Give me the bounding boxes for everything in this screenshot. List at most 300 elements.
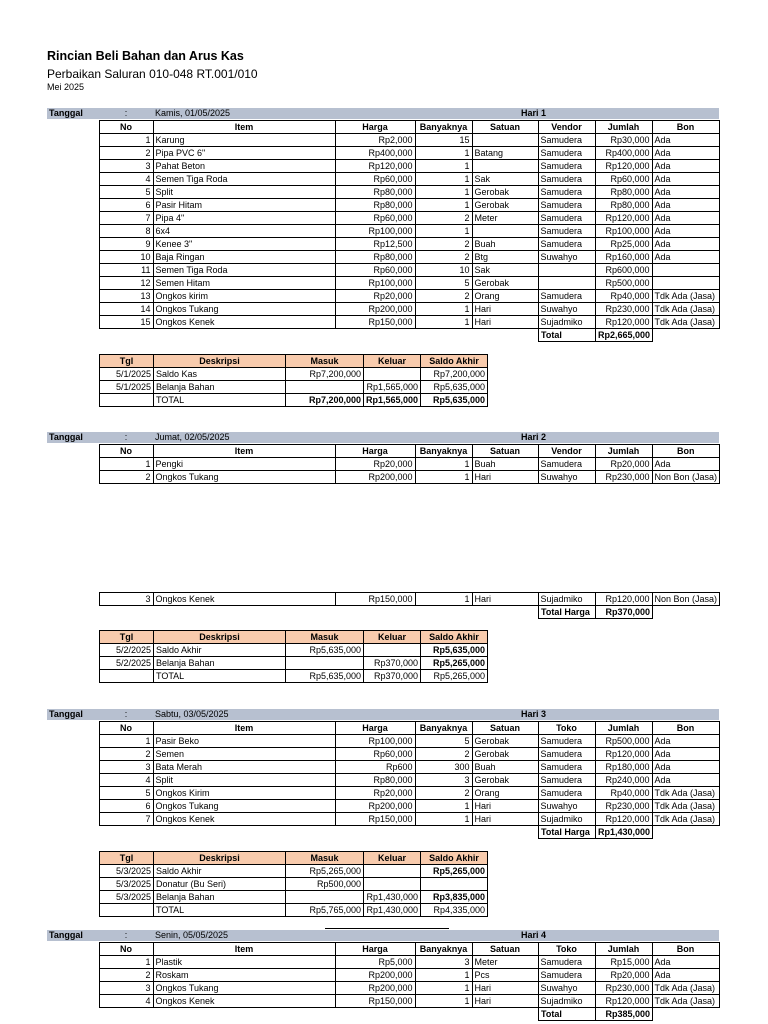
row-no: 7 — [99, 813, 153, 826]
cash-out — [364, 368, 421, 381]
cash-row — [100, 368, 488, 381]
item-amount: Rp240,000 — [595, 774, 652, 787]
item-unit: Btg — [472, 251, 538, 264]
cash-desc: Saldo Kas — [154, 368, 286, 381]
total-value: Rp385,000 — [596, 1008, 653, 1021]
row-no: 3 — [99, 761, 153, 774]
cash-out — [364, 878, 421, 891]
document-subtitle: Perbaikan Saluran 010-048 RT.001/010 — [47, 67, 258, 81]
item-qty: 1 — [415, 147, 472, 160]
item-row — [47, 593, 720, 606]
item-vendor — [538, 264, 595, 277]
item-price: Rp200,000 — [335, 982, 415, 995]
day-date: Sabtu, 03/05/2025 — [153, 709, 415, 720]
item-amount: Rp180,000 — [595, 761, 652, 774]
spacer-cell — [47, 445, 99, 458]
spacer-cell — [47, 277, 99, 290]
cash-column-header: Keluar — [364, 631, 421, 644]
item-qty: 1 — [415, 199, 472, 212]
column-header: Vendor — [538, 445, 595, 458]
day-date: Kamis, 01/05/2025 — [153, 108, 415, 119]
column-header: Banyaknya — [415, 445, 472, 458]
item-qty: 2 — [415, 238, 472, 251]
item-name: Semen Tiga Roda — [153, 264, 335, 277]
item-qty: 3 — [415, 956, 472, 969]
item-receipt: Ada — [652, 761, 719, 774]
spacer-cell — [47, 225, 99, 238]
item-price: Rp60,000 — [335, 264, 415, 277]
item-amount: Rp60,000 — [595, 173, 652, 186]
cash-in — [286, 891, 364, 904]
spacer-cell — [47, 264, 99, 277]
item-qty: 300 — [415, 761, 472, 774]
item-vendor: Samudera — [538, 238, 595, 251]
item-name: Semen Hitam — [153, 277, 335, 290]
item-price: Rp150,000 — [335, 316, 415, 329]
item-amount: Rp500,000 — [595, 735, 652, 748]
item-qty: 5 — [415, 735, 472, 748]
column-header: Banyaknya — [415, 121, 472, 134]
column-header: No — [99, 445, 153, 458]
item-unit: Batang — [472, 147, 538, 160]
item-amount: Rp160,000 — [595, 251, 652, 264]
item-qty: 1 — [415, 969, 472, 982]
item-unit: Buah — [472, 238, 538, 251]
item-name: Semen Tiga Roda — [153, 173, 335, 186]
cash-column-header: Masuk — [286, 852, 364, 865]
spacer-cell — [47, 471, 99, 484]
spacer-cell — [47, 982, 99, 995]
cash-column-header: Masuk — [286, 631, 364, 644]
item-unit: Hari — [472, 593, 538, 606]
item-receipt: Tdk Ada (Jasa) — [652, 290, 719, 303]
cash-in: Rp5,265,000 — [286, 865, 364, 878]
item-qty: 1 — [415, 160, 472, 173]
blank — [595, 108, 652, 119]
cash-out: Rp1,430,000 — [364, 904, 421, 917]
item-price: Rp60,000 — [335, 212, 415, 225]
item-name: Ongkos Tukang — [153, 471, 335, 484]
item-name: Kenee 3" — [153, 238, 335, 251]
item-vendor: Suwahyo — [538, 251, 595, 264]
item-receipt: Tdk Ada (Jasa) — [652, 303, 719, 316]
item-header-row — [47, 121, 719, 134]
item-name: Pengki — [153, 458, 335, 471]
spacer-cell — [47, 290, 99, 303]
item-unit: Gerobak — [472, 735, 538, 748]
blank — [415, 709, 472, 720]
cash-in — [286, 381, 364, 394]
spacer-cell — [47, 134, 99, 147]
cash-out: Rp370,000 — [364, 657, 421, 670]
item-price: Rp80,000 — [335, 251, 415, 264]
cash-balance: Rp5,265,000 — [421, 657, 488, 670]
item-row — [47, 995, 719, 1008]
cash-in: Rp7,200,000 — [286, 394, 364, 407]
blank — [652, 709, 719, 720]
colon: : — [99, 930, 153, 941]
item-receipt: Tdk Ada (Jasa) — [652, 813, 719, 826]
row-no: 2 — [99, 147, 153, 160]
item-row — [47, 458, 720, 471]
row-no: 13 — [99, 290, 153, 303]
row-no: 1 — [99, 956, 153, 969]
cash-column-header: Keluar — [364, 852, 421, 865]
item-unit: Hari — [472, 303, 538, 316]
item-qty: 1 — [415, 800, 472, 813]
date-label: Tanggal — [47, 432, 99, 443]
item-vendor: Samudera — [538, 199, 595, 212]
item-amount: Rp25,000 — [595, 238, 652, 251]
cash-header-row — [100, 852, 488, 865]
item-vendor: Samudera — [538, 225, 595, 238]
divider-line — [325, 928, 449, 929]
column-header: Item — [153, 943, 335, 956]
row-no: 2 — [99, 969, 153, 982]
item-row — [47, 277, 719, 290]
item-receipt: Ada — [652, 199, 719, 212]
day-number: Hari 3 — [472, 709, 595, 720]
document-period: Mei 2025 — [47, 82, 85, 92]
item-amount: Rp80,000 — [595, 186, 652, 199]
spacer-cell — [47, 995, 99, 1008]
column-header: Bon — [652, 722, 719, 735]
spacer-cell — [47, 593, 99, 606]
cash-out — [364, 865, 421, 878]
item-vendor — [538, 277, 595, 290]
item-row — [47, 787, 719, 800]
cash-date: 5/2/2025 — [100, 657, 154, 670]
cash-row — [100, 891, 488, 904]
blank — [652, 432, 719, 443]
date-label: Tanggal — [47, 108, 99, 119]
item-unit — [472, 134, 538, 147]
spacer-cell — [47, 748, 99, 761]
item-price: Rp12,500 — [335, 238, 415, 251]
cash-column-header: Saldo Akhir — [421, 355, 488, 368]
item-receipt — [652, 277, 719, 290]
item-unit: Gerobak — [472, 774, 538, 787]
item-vendor: Samudera — [538, 956, 595, 969]
cash-balance — [421, 878, 488, 891]
spacer-cell — [47, 813, 99, 826]
cash-out: Rp1,565,000 — [364, 394, 421, 407]
day-number: Hari 4 — [472, 930, 595, 941]
cash-out: Rp370,000 — [364, 670, 421, 683]
cash-balance: Rp5,265,000 — [421, 865, 488, 878]
item-amount: Rp40,000 — [595, 787, 652, 800]
item-qty: 2 — [415, 212, 472, 225]
colon: : — [99, 108, 153, 119]
item-amount: Rp230,000 — [595, 471, 652, 484]
item-qty: 2 — [415, 748, 472, 761]
column-header: Satuan — [472, 121, 538, 134]
item-vendor: Samudera — [538, 761, 595, 774]
item-unit: Gerobak — [472, 277, 538, 290]
item-unit: Orang — [472, 290, 538, 303]
item-receipt: Tdk Ada (Jasa) — [652, 995, 719, 1008]
item-amount: Rp120,000 — [595, 813, 652, 826]
item-row — [47, 813, 719, 826]
cash-out — [364, 644, 421, 657]
cash-column-header: Tgl — [100, 355, 154, 368]
date-label: Tanggal — [47, 709, 99, 720]
item-row — [47, 735, 719, 748]
item-qty: 2 — [415, 787, 472, 800]
item-vendor: Samudera — [538, 735, 595, 748]
item-name: Pasir Hitam — [153, 199, 335, 212]
row-no: 11 — [99, 264, 153, 277]
item-price: Rp150,000 — [335, 813, 415, 826]
spacer-cell — [47, 458, 99, 471]
cash-column-header: Masuk — [286, 355, 364, 368]
item-unit — [472, 225, 538, 238]
total-row — [538, 825, 653, 839]
item-vendor: Samudera — [538, 147, 595, 160]
item-vendor: Samudera — [538, 458, 595, 471]
item-price: Rp60,000 — [335, 748, 415, 761]
cash-date — [100, 904, 154, 917]
item-price: Rp5,000 — [335, 956, 415, 969]
row-no: 2 — [99, 471, 153, 484]
cash-column-header: Tgl — [100, 852, 154, 865]
item-price: Rp80,000 — [335, 199, 415, 212]
item-amount: Rp80,000 — [595, 199, 652, 212]
column-header: Vendor — [538, 121, 595, 134]
item-receipt: Ada — [652, 774, 719, 787]
total-row — [538, 328, 653, 342]
column-header: Jumlah — [595, 722, 652, 735]
row-no: 4 — [99, 995, 153, 1008]
item-name: Bata Merah — [153, 761, 335, 774]
item-price: Rp200,000 — [335, 471, 415, 484]
item-price: Rp200,000 — [335, 303, 415, 316]
item-unit: Gerobak — [472, 199, 538, 212]
item-row — [47, 173, 719, 186]
item-receipt: Tdk Ada (Jasa) — [652, 982, 719, 995]
item-price: Rp100,000 — [335, 225, 415, 238]
column-header: Toko — [538, 943, 595, 956]
item-vendor: Sujadmiko — [538, 995, 595, 1008]
item-unit: Hari — [472, 800, 538, 813]
item-amount: Rp230,000 — [595, 303, 652, 316]
row-no: 6 — [99, 199, 153, 212]
cash-header-row — [100, 355, 488, 368]
cash-column-header: Deskripsi — [154, 852, 286, 865]
item-amount: Rp120,000 — [595, 995, 652, 1008]
cash-desc: Donatur (Bu Seri) — [154, 878, 286, 891]
item-vendor: Samudera — [538, 212, 595, 225]
colon: : — [99, 432, 153, 443]
item-table — [47, 120, 720, 329]
cash-desc: Belanja Bahan — [154, 657, 286, 670]
item-unit: Buah — [472, 458, 538, 471]
item-amount: Rp120,000 — [595, 748, 652, 761]
item-row — [47, 316, 719, 329]
column-header: Jumlah — [595, 445, 652, 458]
item-unit: Sak — [472, 264, 538, 277]
item-vendor: Samudera — [538, 134, 595, 147]
item-row — [47, 761, 719, 774]
item-header-row — [47, 722, 719, 735]
spacer-cell — [47, 251, 99, 264]
item-unit: Hari — [472, 471, 538, 484]
total-label: Total Harga — [539, 606, 596, 619]
item-qty: 1 — [415, 225, 472, 238]
item-amount: Rp120,000 — [595, 316, 652, 329]
item-vendor: Sujadmiko — [538, 593, 595, 606]
colon: : — [99, 709, 153, 720]
cash-row — [100, 644, 488, 657]
item-name: Ongkos kirim — [153, 290, 335, 303]
cash-table — [99, 354, 488, 407]
spacer-cell — [47, 303, 99, 316]
cash-in: Rp5,765,000 — [286, 904, 364, 917]
total-value: Rp370,000 — [596, 606, 653, 619]
item-qty: 1 — [415, 186, 472, 199]
column-header: Banyaknya — [415, 722, 472, 735]
spacer-cell — [47, 735, 99, 748]
row-no: 8 — [99, 225, 153, 238]
column-header: Jumlah — [595, 121, 652, 134]
item-name: Split — [153, 186, 335, 199]
spacer-cell — [47, 800, 99, 813]
item-receipt: Tdk Ada (Jasa) — [652, 787, 719, 800]
row-no: 14 — [99, 303, 153, 316]
cash-column-header: Tgl — [100, 631, 154, 644]
cash-balance: Rp3,835,000 — [421, 891, 488, 904]
spacer-cell — [47, 147, 99, 160]
cash-in: Rp5,635,000 — [286, 644, 364, 657]
item-amount: Rp120,000 — [595, 160, 652, 173]
column-header: Harga — [335, 121, 415, 134]
item-amount: Rp400,000 — [595, 147, 652, 160]
spacer-cell — [47, 956, 99, 969]
item-receipt: Ada — [652, 251, 719, 264]
item-vendor: Samudera — [538, 787, 595, 800]
item-row — [47, 290, 719, 303]
cash-row — [100, 657, 488, 670]
item-vendor: Sujadmiko — [538, 316, 595, 329]
item-name: 6x4 — [153, 225, 335, 238]
row-no: 1 — [99, 134, 153, 147]
blank — [415, 930, 472, 941]
day-header — [47, 108, 719, 119]
item-row — [47, 134, 719, 147]
cash-date — [100, 670, 154, 683]
cash-date: 5/3/2025 — [100, 878, 154, 891]
spacer-cell — [47, 212, 99, 225]
item-receipt: Ada — [652, 238, 719, 251]
item-vendor: Suwahyo — [538, 982, 595, 995]
item-row — [47, 800, 719, 813]
item-unit: Gerobak — [472, 186, 538, 199]
column-header: Item — [153, 121, 335, 134]
item-name: Baja Ringan — [153, 251, 335, 264]
cash-desc: TOTAL — [154, 394, 286, 407]
day-header — [47, 709, 719, 720]
item-price: Rp2,000 — [335, 134, 415, 147]
day-header — [47, 930, 719, 941]
item-amount: Rp40,000 — [595, 290, 652, 303]
item-amount: Rp600,000 — [595, 264, 652, 277]
item-price: Rp200,000 — [335, 800, 415, 813]
item-unit: Orang — [472, 787, 538, 800]
cash-column-header: Deskripsi — [154, 631, 286, 644]
column-header: Jumlah — [595, 943, 652, 956]
column-header: Harga — [335, 722, 415, 735]
item-name: Semen — [153, 748, 335, 761]
item-qty: 1 — [415, 995, 472, 1008]
cash-row — [100, 381, 488, 394]
row-no: 6 — [99, 800, 153, 813]
day-header — [47, 432, 719, 443]
item-receipt: Tdk Ada (Jasa) — [652, 800, 719, 813]
item-qty: 1 — [415, 813, 472, 826]
column-header: No — [99, 121, 153, 134]
column-header: No — [99, 722, 153, 735]
spacer-cell — [47, 787, 99, 800]
item-price: Rp150,000 — [335, 995, 415, 1008]
item-price: Rp150,000 — [335, 593, 415, 606]
item-vendor: Samudera — [538, 774, 595, 787]
blank — [415, 108, 472, 119]
item-price: Rp60,000 — [335, 173, 415, 186]
row-no: 3 — [99, 593, 153, 606]
item-vendor: Suwahyo — [538, 800, 595, 813]
item-amount: Rp230,000 — [595, 982, 652, 995]
item-row — [47, 199, 719, 212]
item-unit: Sak — [472, 173, 538, 186]
column-header: Harga — [335, 943, 415, 956]
item-row — [47, 212, 719, 225]
cash-row — [100, 865, 488, 878]
item-unit: Meter — [472, 956, 538, 969]
cash-in — [286, 657, 364, 670]
cash-date: 5/3/2025 — [100, 865, 154, 878]
blank — [652, 108, 719, 119]
item-unit: Gerobak — [472, 748, 538, 761]
item-row — [47, 748, 719, 761]
cash-desc: TOTAL — [154, 904, 286, 917]
item-name: Ongkos Tukang — [153, 303, 335, 316]
item-name: Ongkos Tukang — [153, 982, 335, 995]
item-vendor: Samudera — [538, 173, 595, 186]
spacer-cell — [47, 160, 99, 173]
row-no: 1 — [99, 458, 153, 471]
item-receipt: Ada — [652, 134, 719, 147]
cash-desc: Saldo Akhir — [154, 644, 286, 657]
item-row — [47, 251, 719, 264]
blank — [415, 432, 472, 443]
item-row — [47, 471, 720, 484]
blank — [595, 930, 652, 941]
item-receipt: Ada — [652, 956, 719, 969]
row-no: 12 — [99, 277, 153, 290]
column-header: Banyaknya — [415, 943, 472, 956]
cash-desc: TOTAL — [154, 670, 286, 683]
item-qty: 10 — [415, 264, 472, 277]
cash-desc: Belanja Bahan — [154, 891, 286, 904]
item-row — [47, 774, 719, 787]
item-amount: Rp15,000 — [595, 956, 652, 969]
item-row — [47, 982, 719, 995]
row-no: 4 — [99, 173, 153, 186]
cash-column-header: Keluar — [364, 355, 421, 368]
item-receipt: Ada — [652, 186, 719, 199]
row-no: 7 — [99, 212, 153, 225]
item-row — [47, 303, 719, 316]
